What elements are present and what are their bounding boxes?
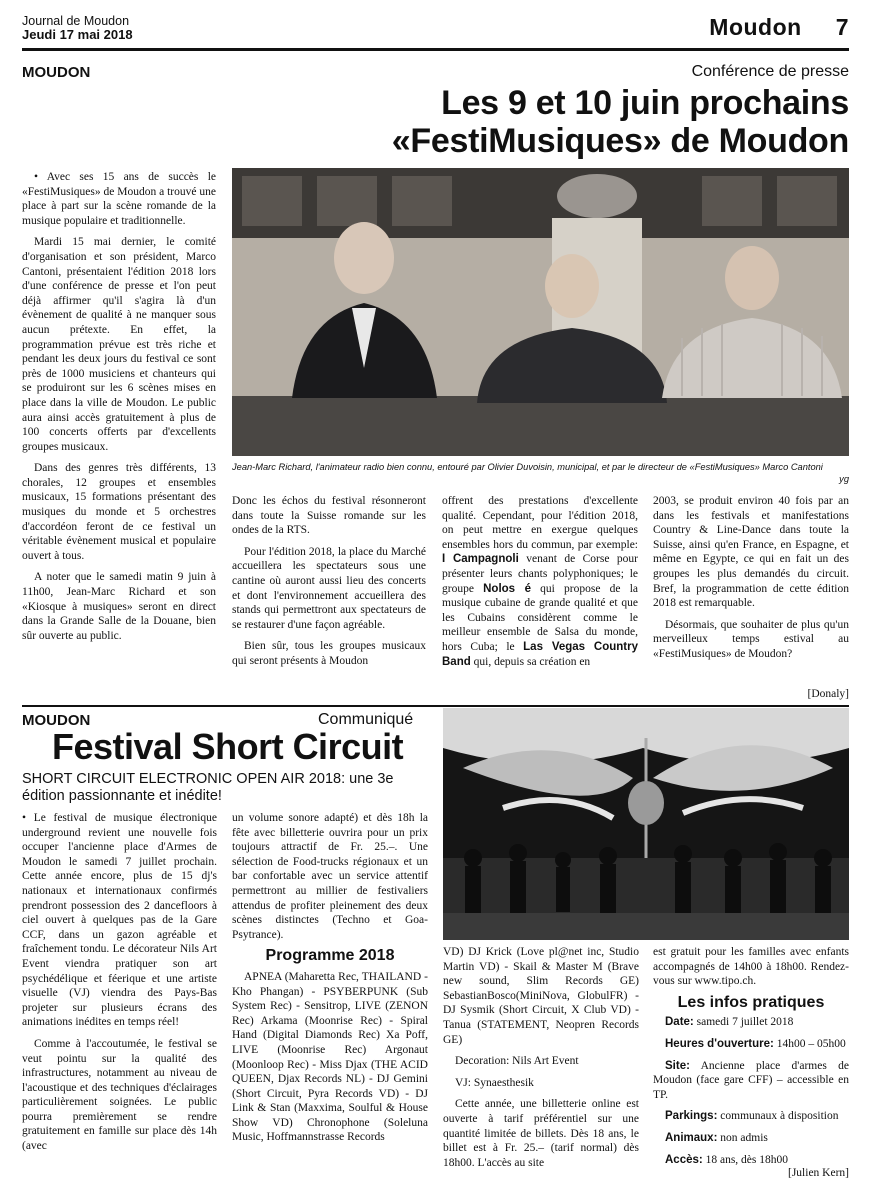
paragraph: Donc les échos du festival résonneront dans toute la Suisse romande sur les ondes de la RTS. (232, 495, 426, 537)
article2-subhead: SHORT CIRCUIT ELECTRONIC OPEN AIR 2018: une 3e édition passionnante et inédite! (22, 771, 394, 804)
article1-signature: [Donaly] (807, 688, 849, 700)
programme-list: APNEA (Maharetta Rec, THAILAND - Kho Phangan) - PSYBERPUNK (Sub System Rec) - Sensitrop, LIVE (ZENON Rec) Arkama (Moonrise Rec) - Spiral Hand (Digital Diamonds Rec) Xa Poff, LIVE (Moonrise Rec) Argonaut (Moonloop Rec) - Miss Djax (THE ACID QUEEN, Djax Records NL) - DJ Gemini (Short Circuit, Pyra Records VD) - DJ Link & Stan (Maxxima, Soulful & House Show VD) Chronophone (Soleluna Music, Hoffmannstrasse Records (232, 970, 428, 1144)
paragraph: Bien sûr, tous les groupes musicaux qui seront présents à Moudon (232, 640, 426, 667)
text-run: offrent des prestations d'excellente qualité. Cependant, pour l'édition 2018, on peut mettre en exergue quelques ensembles hors du commun, par exemple: (442, 495, 638, 551)
page-number: 7 (835, 14, 849, 40)
info-value: Ancienne place d'armes de Moudon (face gare CFF) – accessible en TP. (653, 1059, 849, 1101)
paragraph: Comme à l'accoutumée, le festival se veut pointu sur la qualité des infrastructures, notamment au niveau de l'acoustique et des techniques d'éclairages particulièrement soignées. Le public pourra premièrement se rendre gratuitement en famille sur place dès 14h (avec (22, 1037, 217, 1153)
paragraph: A noter que le samedi matin 9 juin à 11h00, Jean-Marc Richard et son «Kiosque à musiques» seront en direct dans la Grande Salle de la Douane, bien sûr ouverte au public. (22, 571, 216, 642)
text-run: venant de Corse pour présenter leurs chants polyphoniques; le groupe (442, 553, 638, 595)
article-divider (22, 705, 849, 707)
article1-col2 (232, 494, 426, 676)
paragraph: VD) DJ Krick (Love pl@net inc, Studio Martin VD) - Skail & Master M (Brave new sound, Slim Records GE) SebastianBosco(MiniNova, GlobulFR) - DJ Sysmik (Short Circuit, X Club VD) - Tanua (STATEMENT, Neopren Records GE) (443, 946, 639, 1046)
press-conference-photo (232, 168, 849, 456)
info-label: Date: (665, 1016, 694, 1029)
masthead-left (22, 14, 133, 42)
band-name: Las Vegas Country Band (442, 640, 638, 668)
programme-title: Programme 2018 (265, 947, 395, 965)
article2-headline: Festival Short Circuit (52, 726, 404, 767)
paragraph: Mardi 15 mai dernier, le comité d'organisation et son président, Marco Cantoni, présentaient l'édition 2018 lors d'une conférence de presse et l'on peut déjà affirmer qu'il s'agira là d'un évènement de qualité à ne manquer sous aucun prétexte. En effet, la programmation prévue est très riche et pendant les deux jours du festival ce sont près de 1000 musiciens et chanteurs qui se produiront sur les 6 scènes mises en place dans la ville de Moudon. Le public aura ainsi accès gratuitement à plus de 100 concerts offerts par d'excellents groupes musicaux. (22, 236, 216, 453)
paper-name: Journal de Moudon (22, 14, 130, 28)
article1-col1 (22, 170, 216, 650)
info-value: communaux à disposition (717, 1110, 839, 1123)
article2-col3 (443, 945, 639, 1177)
article2-col1 (22, 811, 217, 1161)
info-value: 14h00 – 05h00 (773, 1037, 846, 1050)
article2-kicker: Communiqué (318, 711, 414, 728)
article2-col4 (653, 945, 849, 1174)
article2-signature: [Julien Kern] (788, 1167, 849, 1179)
info-label: Animaux: (665, 1131, 718, 1144)
info-label: Parkings: (665, 1110, 718, 1123)
band-name: Nolos é (483, 582, 531, 595)
paragraph: Désormais, que souhaiter de plus qu'un merveilleux temps estival au «FestiMusiques» de Moudon? (653, 618, 849, 660)
paragraph: Dans des genres très différents, 13 chorales, 12 groupes et ensembles musicaux, 15 formations présentant des musiques du monde et 5 orchestres d'accordéon feront de ce festival un véritable évènement musical et populaire ouvert à tous. (22, 462, 216, 562)
info-row (653, 1037, 849, 1052)
press-conference-image (232, 168, 849, 456)
festival-image (443, 708, 849, 940)
decoration-credit: Decoration: Nils Art Event (455, 1055, 579, 1068)
article1-col4 (653, 494, 849, 669)
paragraph: • Avec ses 15 ans de succès le «FestiMusiques» de Moudon a trouvé une place à part sur la scène romande de la musique populaire et traditionnelle. (22, 171, 216, 227)
paragraph: Pour l'édition 2018, la place du Marché accueillera les spectateurs sous une cantine où auront aussi lieu des concerts et dont l'environnement accueillera des stands qui permettront aux spectateurs de se restaurer d'une façon agréable. (232, 545, 426, 631)
info-row (653, 1109, 849, 1124)
issue-date: Jeudi 17 mai 2018 (22, 27, 133, 42)
info-value: non admis (717, 1131, 768, 1144)
headline-line1: Les 9 et 10 juin prochains (441, 84, 849, 122)
vj-credit: VJ: Synaesthesik (455, 1076, 534, 1089)
text-run: qui propose de la musique cubaine de grande qualité et que les Cubains considèrent comme le meilleur ensemble de Salsa du monde, hors Cuba; le (442, 582, 638, 653)
info-row (653, 1015, 849, 1030)
masthead-right (709, 14, 849, 41)
caption-text: Jean-Marc Richard, l'animateur radio bien connu, entouré par Olivier Duvoisin, municipal, et par le directeur de «FestiMusiques» Marco Cantoni (232, 462, 823, 472)
paragraph: un volume sonore adapté) et dès 18h la fête avec billetterie ouvrira pour un prix toujours attractif de Fr. 25.–. Une sélection de Food-trucks régionaux et un bar confortable avec un service attentif permettront au millier de festivaliers attendus de profiter pleinement des deux scènes distinctes (Techno et Goa-Psytrance). (232, 812, 428, 941)
info-row (653, 1059, 849, 1103)
article2-col2 (232, 811, 428, 1152)
article1-headline (209, 84, 849, 160)
info-label: Accès: (665, 1153, 703, 1166)
text-run: qui, depuis sa création en (470, 655, 591, 668)
info-list (653, 1015, 849, 1167)
paragraph: est gratuit pour les familles avec enfants accompagnés de 14h00 à 18h00. Rendez-vous sur www.tipo.ch. (653, 946, 849, 988)
article1-rubric: MOUDON (22, 64, 91, 81)
article1-kicker: Conférence de presse (691, 63, 849, 80)
paragraph (442, 494, 638, 669)
headline-line2: «FestiMusiques» de Moudon (391, 122, 849, 160)
paragraph: Cette année, une billetterie online est ouverte à tarif préférentiel sur une quantité limitée de billets. Dès 18 ans, le billet est à Fr. 25.– (tarif normal) dès 18h00. L'accès au site (443, 1098, 639, 1169)
info-title: Les infos pratiques (677, 993, 825, 1011)
info-value: 18 ans, dès 18h00 (702, 1153, 789, 1166)
article2-rubric: MOUDON (22, 712, 91, 729)
info-row (653, 1153, 849, 1168)
paragraph: • Le festival de musique électronique underground revient une nouvelle fois occuper l'ancienne place d'Armes de Moudon le samedi 7 juillet prochain. Cette année encore, plus de 15 dj's nationaux et internationaux confirmés prendront possession des 2 dancefloors à ciel ouvert à quelques pas de la Gare CCF, dans un gazon agréable et fraîchement tondu. Le décorateur Nils Art Event viendra pratiquer son art psychédélique et féerique et une artiste visuelle (VJ) viendra des Pays-Bas projeter sur plusieurs écrans des animations inédites en temps réel! (22, 812, 217, 1029)
article1-col3 (442, 494, 638, 676)
info-row (653, 1131, 849, 1146)
section-name: Moudon (709, 14, 802, 40)
photo-credit: yg (839, 474, 849, 484)
photo-caption (232, 461, 849, 473)
band-name: I Campagnoli (442, 553, 519, 566)
info-value: samedi 7 juillet 2018 (693, 1016, 794, 1029)
masthead-rule (22, 48, 849, 51)
festival-photo (443, 708, 849, 940)
paragraph: 2003, se produit environ 40 fois par an dans les festivals et manifestations Country & Line-Dance dans toute la Suisse, ainsi qu'en France, en Espagne, et même en Egypte, ce qui en fait un des groupes les plus demandés du circuit. Bref, la programmation de cette édition 2018 est remarquable. (653, 495, 849, 610)
info-label: Site: (665, 1059, 690, 1072)
info-label: Heures d'ouverture: (665, 1037, 774, 1050)
